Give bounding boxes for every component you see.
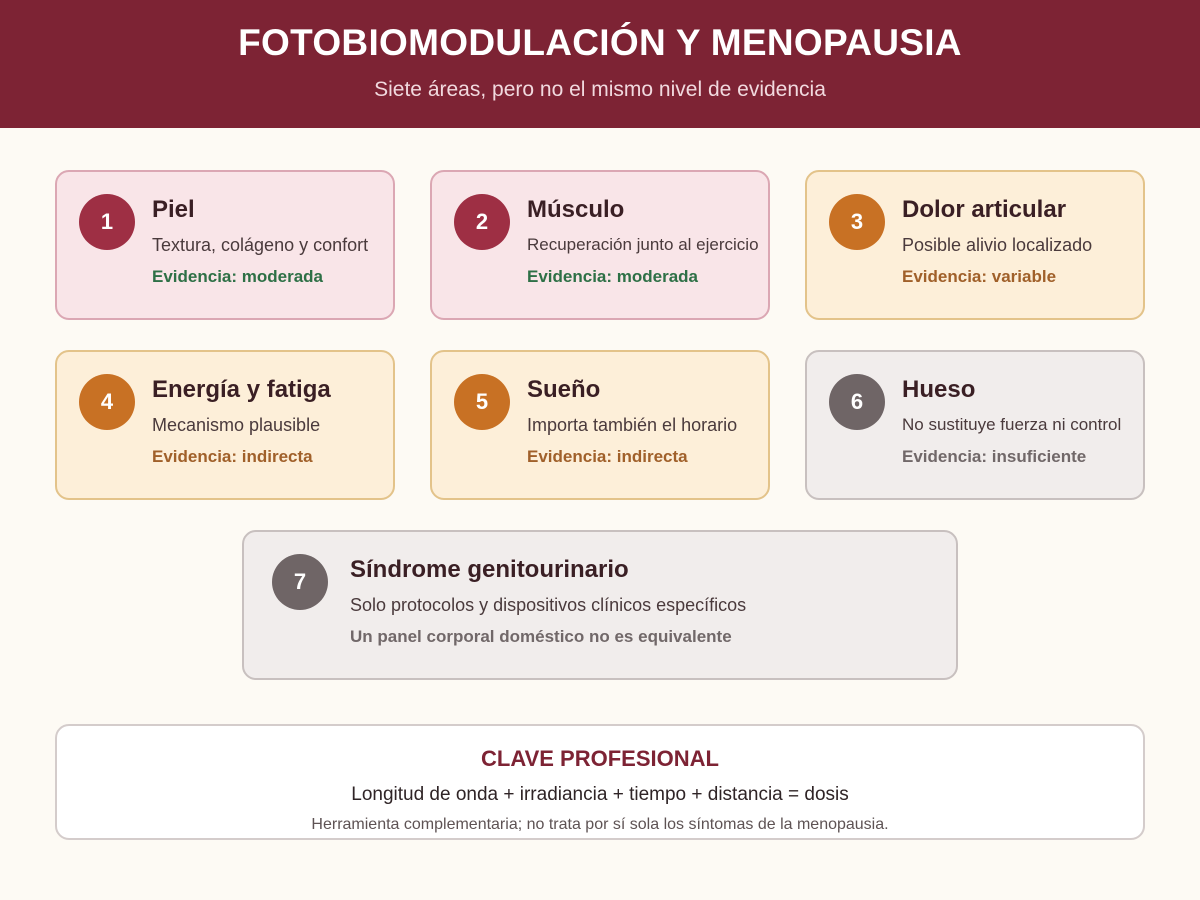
header-banner (0, 0, 1200, 128)
card-sueno (430, 350, 770, 500)
card-description: Posible alivio localizado (902, 235, 1093, 255)
card-evidence: Un panel corporal doméstico no es equivalente (350, 627, 732, 646)
card-description: Solo protocolos y dispositivos clínicos específicos (350, 595, 747, 615)
card-number-badge: 1 (79, 194, 135, 250)
card-description: No sustituye fuerza ni control (902, 415, 1122, 434)
card-number-badge: 3 (829, 194, 885, 250)
card-title: Hueso (902, 376, 976, 403)
card-description: Recuperación junto al ejercicio (527, 235, 759, 254)
card-number-badge: 4 (79, 374, 135, 430)
card-description: Mecanismo plausible (152, 415, 321, 435)
card-number-badge: 6 (829, 374, 885, 430)
card-evidence: Evidencia: moderada (527, 267, 699, 286)
card-sindrome-genitourinario (242, 530, 958, 680)
card-evidence: Evidencia: moderada (152, 267, 324, 286)
key-title: CLAVE PROFESIONAL (481, 746, 719, 771)
card-energia-fatiga (55, 350, 395, 500)
card-description: Importa también el horario (527, 415, 738, 435)
card-title: Síndrome genitourinario (350, 556, 629, 583)
card-piel (55, 170, 395, 320)
card-title: Músculo (527, 196, 625, 223)
card-title: Energía y fatiga (152, 376, 331, 403)
card-musculo (430, 170, 770, 320)
key-professional-box (55, 724, 1145, 840)
card-evidence: Evidencia: variable (902, 267, 1057, 286)
key-formula: Longitud de onda + irradiancia + tiempo + distancia = dosis (351, 784, 849, 805)
card-title: Dolor articular (902, 196, 1067, 223)
card-number-badge: 5 (454, 374, 510, 430)
key-note: Herramienta complementaria; no trata por sí sola los síntomas de la menopausia. (311, 816, 889, 833)
card-title: Sueño (527, 376, 601, 403)
card-description: Textura, colágeno y confort (152, 235, 369, 255)
card-evidence: Evidencia: insuficiente (902, 447, 1087, 466)
card-evidence: Evidencia: indirecta (152, 447, 313, 466)
card-dolor-articular (805, 170, 1145, 320)
card-title: Piel (152, 196, 195, 223)
page-subtitle: Siete áreas, pero no el mismo nivel de evidencia (374, 78, 826, 101)
card-number-badge: 2 (454, 194, 510, 250)
page-title: FOTOBIOMODULACIÓN Y MENOPAUSIA (238, 22, 962, 63)
card-evidence: Evidencia: indirecta (527, 447, 688, 466)
card-hueso (805, 350, 1145, 500)
card-number-badge: 7 (272, 554, 328, 610)
